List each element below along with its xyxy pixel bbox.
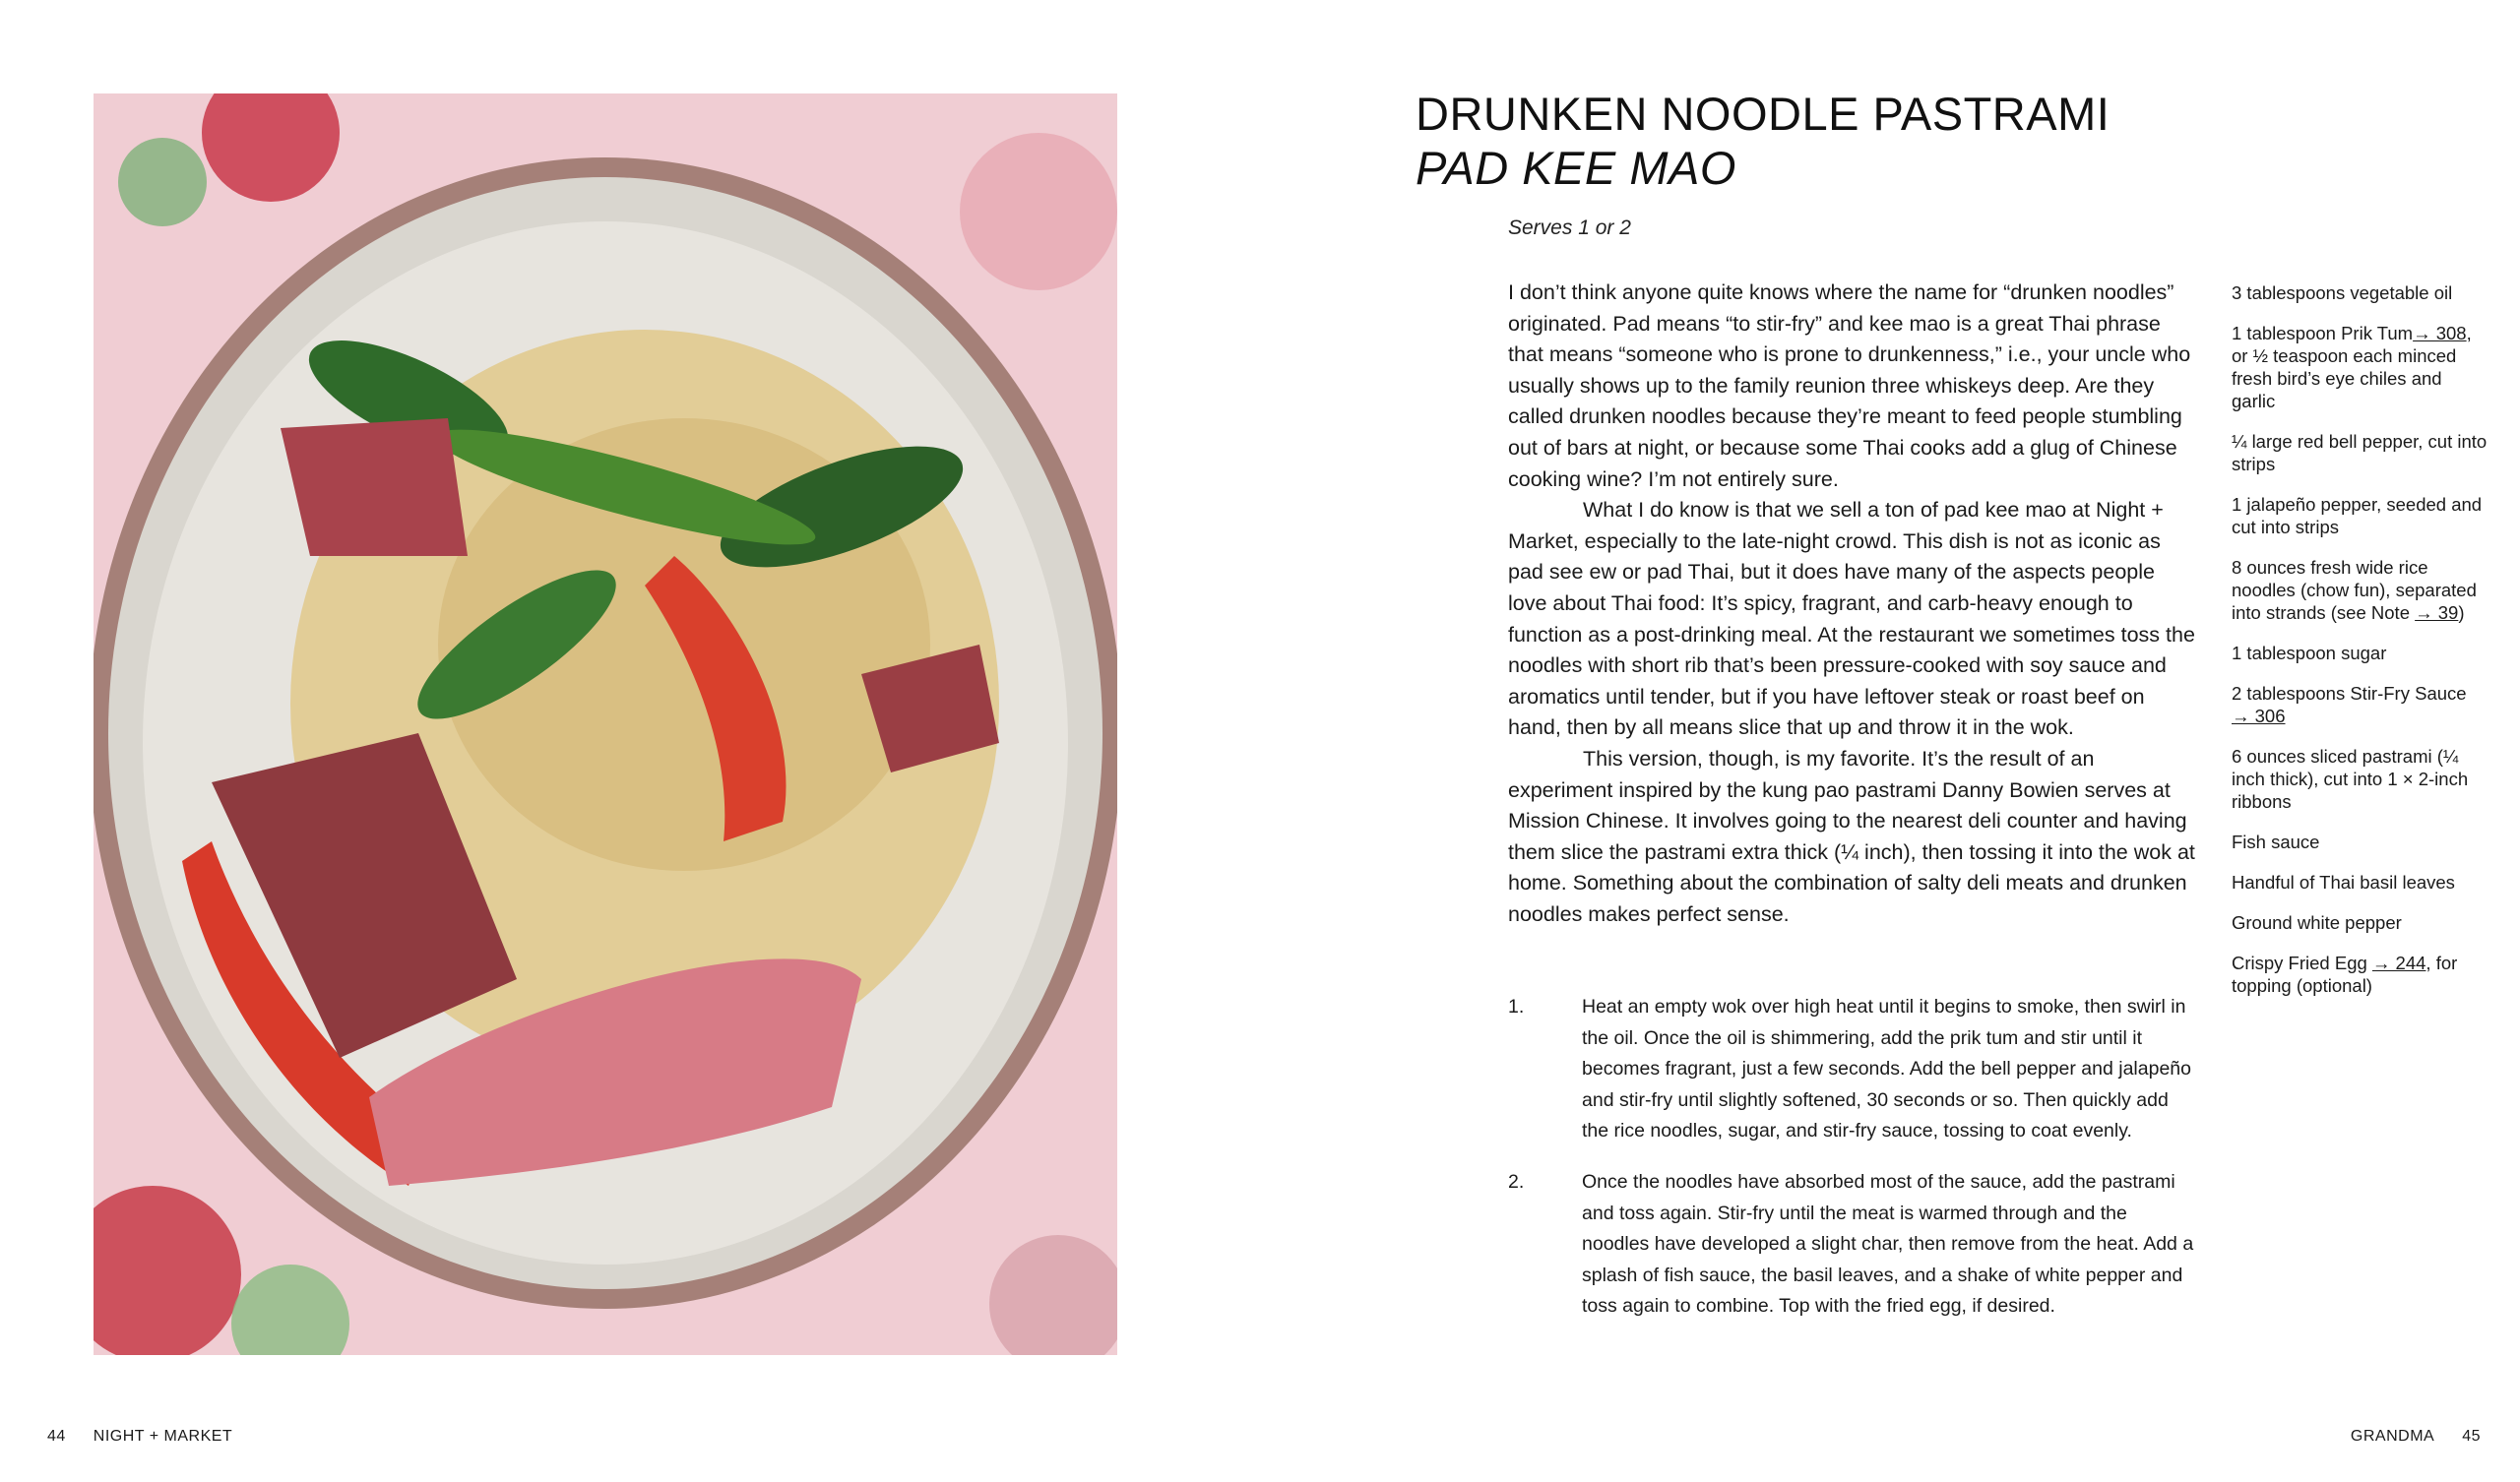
page-number-right: 45 xyxy=(2462,1428,2481,1445)
footer-right xyxy=(2351,1428,2481,1446)
dish-photo xyxy=(94,93,1117,1355)
ingredient-text: ) xyxy=(2458,602,2465,623)
ingredient-item xyxy=(2232,556,2488,624)
step-number: 2. xyxy=(1508,1170,1525,1193)
recipe-title-english: DRUNKEN NOODLE PASTRAMI xyxy=(1416,88,2110,140)
serves-note: Serves 1 or 2 xyxy=(1508,216,1631,239)
headnote-paragraph: This version, though, is my favorite. It’s the result of an experiment inspired by the kung pao pastrami Danny Bowien serves at Mission Chinese. It involves going to the nearest deli counter and having them slice the pastrami extra thick (¼ inch), then tossing it into the wok at home. Something about the combination of salty deli meats and drunken noodles makes perfect sense. xyxy=(1508,746,2195,926)
recipe-title xyxy=(1416,87,2110,195)
ingredient-item: Handful of Thai basil leaves xyxy=(2232,872,2455,893)
page-reference-link[interactable]: → 306 xyxy=(2232,706,2286,726)
ingredient-text: , or ½ teaspoon each minced fresh bird’s eye chiles and garlic xyxy=(2232,323,2472,411)
ingredient-text: 8 ounces fresh wide rice noodles (chow fun), separated into strands (see Note xyxy=(2232,557,2477,623)
ingredient-text: 2 tablespoons Stir-Fry Sauce xyxy=(2232,683,2467,704)
running-head-right: GRANDMA xyxy=(2350,1428,2435,1445)
step-text: Heat an empty wok over high heat until it begins to smoke, then swirl in the oil. Once the oil is shimmering, add the prik tum and stir until it becomes fragrant, just a few seconds. Add the bell pepper and jalapeño and stir-fry until slightly softened, 30 seconds or so. Then quickly add the rice noodles, sugar, and stir-fry sauce, tossing to coat evenly. xyxy=(1582,996,2191,1142)
method-step xyxy=(1508,992,2197,1147)
headnote-paragraph: I don’t think anyone quite knows where the name for “drunken noodles” originated. Pad means “to stir-fry” and kee mao is a great Thai phrase that means “someone who is prone to drunkenness,” i.e., your uncle who usually shows up to the family reunion three whiskeys deep. Are they called drunken noodles because they’re meant to feed people stumbling out of bars at night, or because some Thai cooks add a glug of Chinese cooking wine? I’m not entirely sure. xyxy=(1508,280,2191,491)
method-step xyxy=(1508,1167,2197,1323)
ingredient-item: Ground white pepper xyxy=(2232,912,2402,933)
page-reference-link[interactable]: → 244 xyxy=(2371,953,2426,973)
step-number: 1. xyxy=(1508,996,1525,1018)
ingredient-text: Crispy Fried Egg xyxy=(2232,953,2372,973)
ingredient-item: Fish sauce xyxy=(2232,832,2320,852)
ingredient-item: 6 ounces sliced pastrami (¼ inch thick), cut into 1 × 2-inch ribbons xyxy=(2232,746,2469,812)
method-steps xyxy=(1508,992,2197,1342)
running-head-left: NIGHT + MARKET xyxy=(93,1428,233,1445)
page-number-left: 44 xyxy=(47,1428,66,1445)
recipe-title-thai: PAD KEE MAO xyxy=(1416,142,1736,194)
ingredient-item: 1 tablespoon sugar xyxy=(2232,643,2387,663)
step-text: Once the noodles have absorbed most of the sauce, add the pastrami and toss again. Stir-fry until the meat is warmed through and the noodles have developed a slight char, then remove from the heat. Add a splash of fish sauce, the basil leaves, and a shake of white pepper and toss again to combine. Top with the fried egg, if desired. xyxy=(1582,1170,2194,1318)
ingredient-item: 3 tablespoons vegetable oil xyxy=(2232,282,2453,303)
ingredient-text: , for topping (optional) xyxy=(2232,953,2458,996)
headnote xyxy=(1508,278,2197,930)
ingredient-text: 1 tablespoon Prik Tum xyxy=(2232,323,2414,343)
page-reference-link[interactable]: → 39 xyxy=(2415,602,2459,623)
ingredient-item: ¼ large red bell pepper, cut into strips xyxy=(2232,431,2488,474)
page-reference-link[interactable]: → 308 xyxy=(2413,323,2467,343)
ingredient-item xyxy=(2232,952,2488,997)
headnote-paragraph: What I do know is that we sell a ton of pad kee mao at Night + Market, especially to the late-night crowd. This dish is not as iconic as pad see ew or pad Thai, but it does have many of the aspects people love about Thai food: It’s spicy, fragrant, and carb-heavy enough to function as a post-drinking meal. At the restaurant we sometimes toss the noodles with short rib that’s been pressure-cooked with soy sauce and aromatics until tender, but if you have leftover steak or roast beef on hand, then by all means slice that up and throw it in the wok. xyxy=(1508,498,2195,740)
ingredient-list xyxy=(2232,281,2488,1015)
dish-illustration xyxy=(94,93,1117,1355)
ingredient-item xyxy=(2232,322,2488,412)
footer-left xyxy=(47,1428,232,1446)
ingredient-item: 1 jalapeño pepper, seeded and cut into strips xyxy=(2232,494,2483,537)
ingredient-item xyxy=(2232,682,2488,727)
